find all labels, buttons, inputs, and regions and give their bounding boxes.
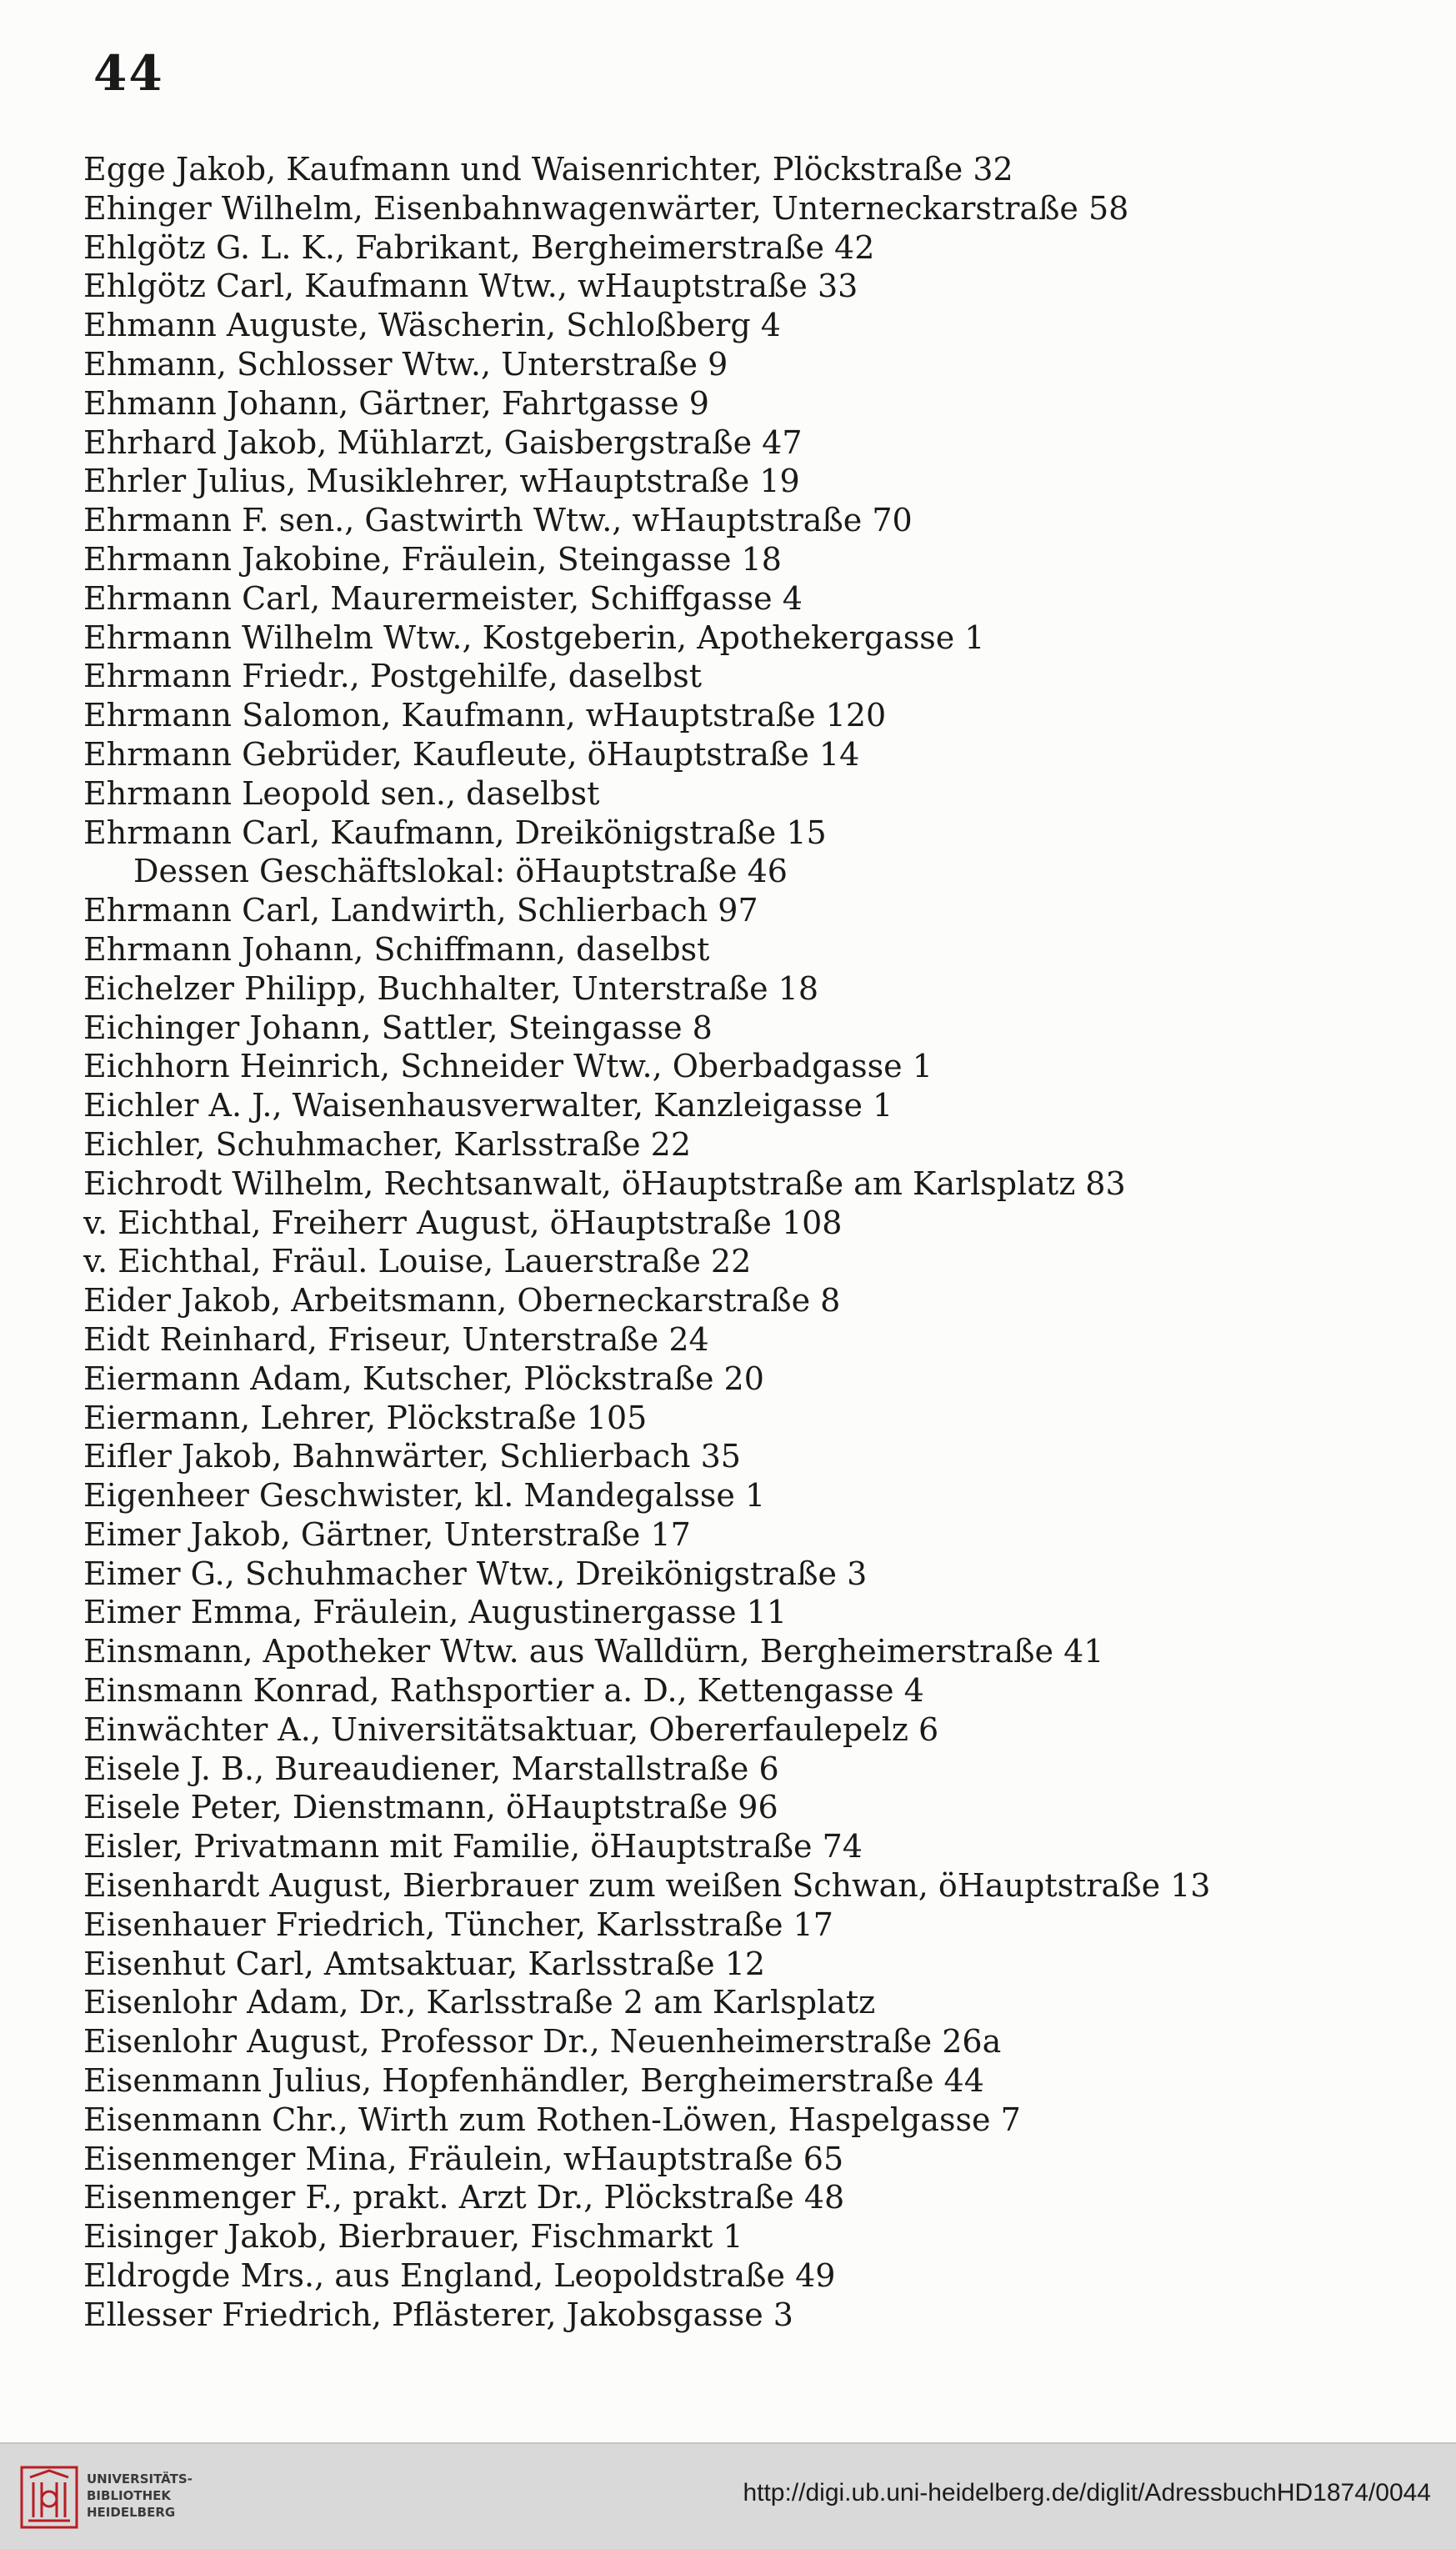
directory-entry: Ehrmann Jakobine, Fräulein, Steingasse 18	[83, 540, 782, 578]
directory-entry: Ehmann Auguste, Wäscherin, Schloßberg 4	[83, 307, 781, 344]
directory-entry: Eimer G., Schuhmacher Wtw., Dreikönigstraße 3	[83, 1555, 868, 1592]
logo-line-1: UNIVERSITÄTS-	[87, 2471, 193, 2486]
directory-entry: Einsmann, Apotheker Wtw. aus Walldürn, Bergheimerstraße 41	[83, 1633, 1104, 1670]
directory-entry: Ehrmann Wilhelm Wtw., Kostgeberin, Apothekergasse 1	[83, 618, 985, 656]
directory-entry: Eisenhut Carl, Amtsaktuar, Karlsstraße 12	[83, 1945, 766, 1982]
directory-entry: Eider Jakob, Arbeitsmann, Oberneckarstraße 8	[83, 1282, 841, 1320]
directory-entry: Ehinger Wilhelm, Eisenbahnwagenwärter, Unterneckarstraße 58	[83, 189, 1129, 227]
directory-entry: Egge Jakob, Kaufmann und Waisenrichter, Plöckstraße 32	[83, 151, 1013, 188]
directory-entry: Eisler, Privatmann mit Familie, öHauptstraße 74	[83, 1828, 863, 1865]
library-logo[interactable]	[17, 2462, 192, 2532]
directory-entry: Eisenmenger F., prakt. Arzt Dr., Plöckstraße 48	[83, 2179, 845, 2216]
directory-entries	[83, 150, 1383, 2335]
directory-entry: Eichinger Johann, Sattler, Steingasse 8	[83, 1009, 713, 1046]
directory-entry: Eisenlohr August, Professor Dr., Neuenheimerstraße 26a	[83, 2023, 1002, 2061]
directory-entry: Eichelzer Philipp, Buchhalter, Unterstraße 18	[83, 969, 819, 1007]
directory-entry: Eisenmann Julius, Hopfenhändler, Bergheimerstraße 44	[83, 2062, 984, 2100]
page-number: 44	[93, 45, 164, 102]
directory-entry: Eiermann Adam, Kutscher, Plöckstraße 20	[83, 1360, 764, 1397]
directory-entry: Ehrmann Carl, Maurermeister, Schiffgasse 4	[83, 579, 803, 617]
directory-entry: Eigenheer Geschwister, kl. Mandegalsse 1	[83, 1477, 766, 1515]
directory-entry: Ehlgötz G. L. K., Fabrikant, Bergheimerstraße 42	[83, 228, 875, 266]
directory-entry: Ehrmann Leopold sen., daselbst	[83, 774, 600, 812]
directory-entry: Ellesser Friedrich, Pflästerer, Jakobsgasse 3	[83, 2296, 793, 2333]
directory-entry: Ehrmann Carl, Landwirth, Schlierbach 97	[83, 892, 758, 929]
directory-entry: Eisenhardt August, Bierbrauer zum weißen Schwan, öHauptstraße 13	[83, 1867, 1211, 1905]
directory-entry: Eisinger Jakob, Bierbrauer, Fischmarkt 1	[83, 2218, 743, 2256]
university-seal-icon	[17, 2462, 82, 2532]
directory-entry: Ehrmann Friedr., Postgehilfe, daselbst	[83, 658, 703, 695]
directory-entry: Ehlgötz Carl, Kaufmann Wtw., wHauptstraße 33	[83, 268, 858, 305]
directory-entry: Eichler A. J., Waisenhausverwalter, Kanzleigasse 1	[83, 1087, 893, 1124]
directory-entry: Eisenmann Chr., Wirth zum Rothen-Löwen, Haspelgasse 7	[83, 2101, 1021, 2138]
logo-line-3: HEIDELBERG	[87, 2505, 176, 2520]
directory-entry: Eisenhauer Friedrich, Tüncher, Karlsstraße 17	[83, 1905, 833, 1943]
directory-entry: Ehrmann F. sen., Gastwirth Wtw., wHauptstraße 70	[83, 502, 913, 539]
directory-entry: Ehmann Johann, Gärtner, Fahrtgasse 9	[83, 384, 709, 422]
directory-entry: Ehmann, Schlosser Wtw., Unterstraße 9	[83, 345, 728, 383]
directory-entry: Eisele J. B., Bureaudiener, Marstallstraße 6	[83, 1750, 779, 1787]
directory-entry: Ehrmann Salomon, Kaufmann, wHauptstraße 120	[83, 697, 887, 734]
directory-entry: Eimer Emma, Fräulein, Augustinergasse 11	[83, 1594, 788, 1631]
directory-entry: Eichhorn Heinrich, Schneider Wtw., Oberbadgasse 1	[83, 1048, 933, 1085]
viewer-footer	[0, 2442, 1456, 2549]
directory-entry: Eichler, Schuhmacher, Karlsstraße 22	[83, 1125, 692, 1163]
directory-entry: Einsmann Konrad, Rathsportier a. D., Kettengasse 4	[83, 1672, 924, 1710]
directory-entry: Eimer Jakob, Gärtner, Unterstraße 17	[83, 1515, 691, 1553]
directory-entry: Eichrodt Wilhelm, Rechtsanwalt, öHauptstraße am Karlsplatz 83	[83, 1164, 1126, 1202]
directory-entry: Eidt Reinhard, Friseur, Unterstraße 24	[83, 1320, 709, 1358]
directory-entry: Eisele Peter, Dienstmann, öHauptstraße 96	[83, 1789, 778, 1826]
directory-entry: Eifler Jakob, Bahnwärter, Schlierbach 35	[83, 1438, 741, 1475]
directory-entry: Ehrmann Johann, Schiffmann, daselbst	[83, 930, 710, 968]
directory-entry: Ehrmann Carl, Kaufmann, Dreikönigstraße 15	[83, 814, 827, 851]
directory-entry: v. Eichthal, Freiherr August, öHauptstraße 108	[83, 1204, 843, 1241]
directory-entry: Einwächter A., Universitätsaktuar, Obererfaulepelz 6	[83, 1710, 939, 1748]
directory-entry: Ehrmann Gebrüder, Kaufleute, öHauptstraße 14	[83, 735, 860, 773]
directory-entry: v. Eichthal, Fräul. Louise, Lauerstraße 22	[83, 1243, 752, 1280]
directory-entry: Eisenmenger Mina, Fräulein, wHauptstraße 65	[83, 2140, 844, 2177]
library-logo-text	[87, 2471, 193, 2521]
directory-entry: Ehrhard Jakob, Mühlarzt, Gaisbergstraße 47	[83, 423, 803, 461]
directory-entry: Eldrogde Mrs., aus England, Leopoldstraße 49	[83, 2257, 836, 2295]
directory-entry: Dessen Geschäftslokal: öHauptstraße 46	[133, 853, 788, 890]
directory-entry: Eiermann, Lehrer, Plöckstraße 105	[83, 1399, 648, 1436]
directory-entry: Ehrler Julius, Musiklehrer, wHauptstraße 19	[83, 463, 800, 500]
logo-line-2: BIBLIOTHEK	[87, 2488, 171, 2503]
source-url[interactable]: http://digi.ub.uni-heidelberg.de/diglit/AdressbuchHD1874/0044	[743, 2479, 1431, 2506]
directory-entry: Eisenlohr Adam, Dr., Karlsstraße 2 am Karlsplatz	[83, 1984, 876, 2021]
